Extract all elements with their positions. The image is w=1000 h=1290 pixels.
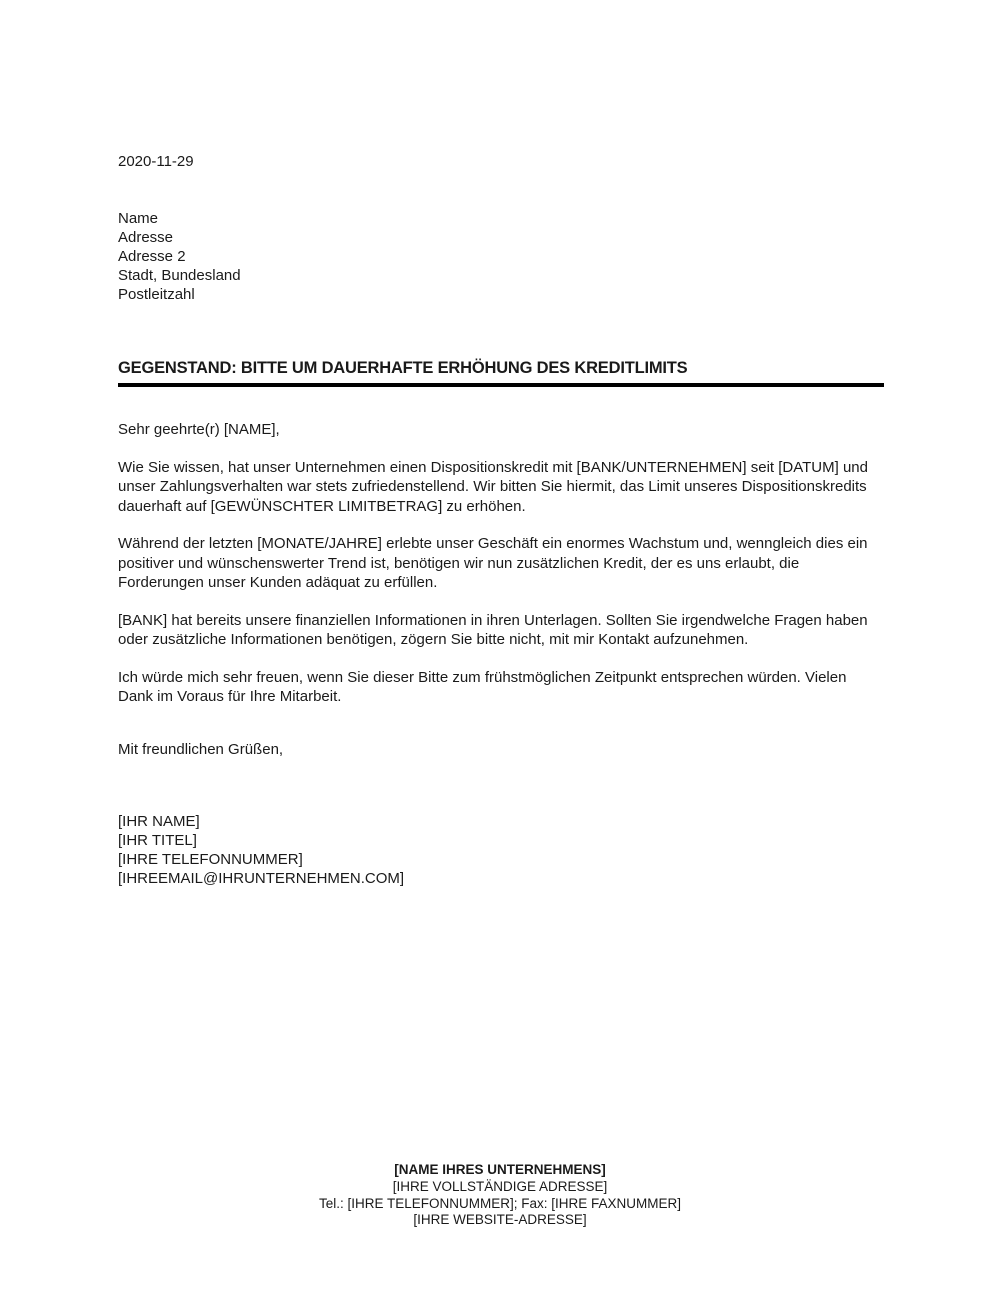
- body-paragraph-2: Während der letzten [MONATE/JAHRE] erlebte unser Geschäft ein enormes Wachstum und, wenngleich dies ein positiver und wünschenswerter Trend ist, benötigen wir nun zusätzlichen Kredit, der es uns erlaubt, die Forderungen unser Kunden adäquat zu erfüllen.: [118, 535, 868, 591]
- footer-website: [IHRE WEBSITE-ADRESSE]: [413, 1212, 587, 1228]
- recipient-address-block: [118, 209, 884, 304]
- signature-phone: [IHRE TELEFONNUMMER]: [118, 851, 303, 868]
- closing-salutation: Mit freundlichen Grüßen,: [118, 740, 284, 758]
- recipient-postal-code: Postleitzahl: [118, 286, 195, 303]
- footer-address: [IHRE VOLLSTÄNDIGE ADRESSE]: [392, 1178, 608, 1194]
- body-paragraph-1: Wie Sie wissen, hat unser Unternehmen einen Dispositionskredit mit [BANK/UNTERNEHMEN] seit [DATUM] und unser Zahlungsverhalten war stets zufriedenstellend. Wir bitten Sie hiermit, das Limit unseres Dispositionskredits dauerhaft auf [GEWÜNSCHTER LIMITBETRAG] zu erhöhen.: [118, 458, 868, 515]
- subject-heading: GEGENSTAND: BITTE UM DAUERHAFTE ERHÖHUNG DES KREDITLIMITS: [118, 359, 884, 387]
- recipient-name: Name: [118, 210, 159, 227]
- body-paragraph-4: Ich würde mich sehr freuen, wenn Sie dieser Bitte zum frühstmöglichen Zeitpunkt entsprechen würden. Vielen Dank im Voraus für Ihre Mitarbeit.: [118, 668, 847, 705]
- footer-company-name: [NAME IHRES UNTERNEHMENS]: [394, 1162, 606, 1177]
- signature-name: [IHR NAME]: [118, 813, 200, 830]
- recipient-city-state: Stadt, Bundesland: [118, 267, 241, 284]
- signature-email: [IHREEMAIL@IHRUNTERNEHMEN.COM]: [118, 870, 405, 887]
- body-paragraph-3: [BANK] hat bereits unsere finanziellen Informationen in ihren Unterlagen. Sollten Sie irgendwelche Fragen haben oder zusätzliche Informationen benötigen, zögern Sie bitte nicht, mit mir Kontakt aufzunehmen.: [118, 611, 868, 648]
- signature-block: [118, 812, 884, 888]
- letter-body: [118, 152, 884, 888]
- salutation: Sehr geehrte(r) [NAME],: [118, 421, 280, 438]
- letter-date: 2020-11-29: [118, 153, 194, 170]
- footer-phone-fax: Tel.: [IHRE TELEFONNUMMER]; Fax: [IHRE FAXNUMMER]: [318, 1195, 682, 1211]
- recipient-address-line-2: Adresse 2: [118, 248, 186, 265]
- footer-block: [0, 1162, 1000, 1229]
- recipient-address-line-1: Adresse: [118, 229, 174, 246]
- signature-title: [IHR TITEL]: [118, 832, 197, 849]
